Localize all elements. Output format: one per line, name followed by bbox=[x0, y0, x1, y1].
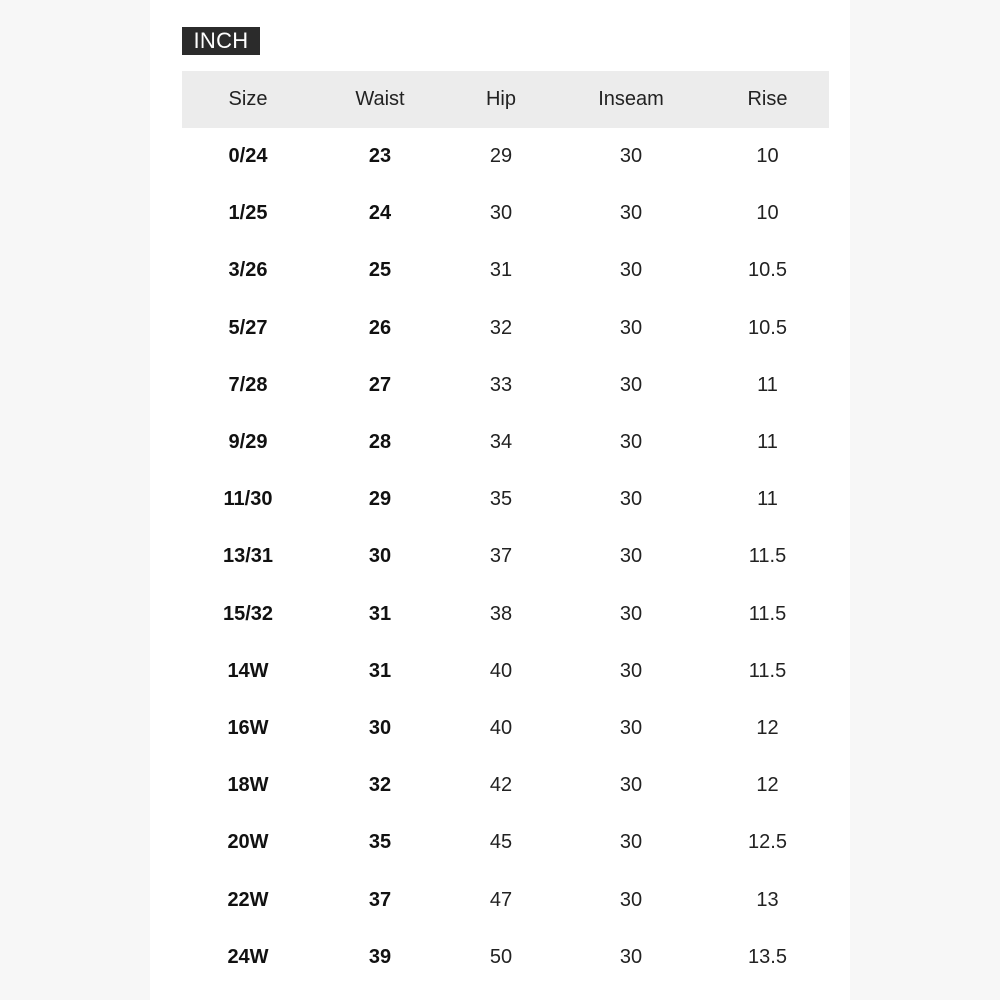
cell-hip: 32 bbox=[489, 316, 513, 339]
table-row bbox=[182, 128, 829, 185]
cell-inseam: 30 bbox=[619, 716, 643, 739]
cell-rise: 11 bbox=[757, 431, 778, 454]
cell-waist: 30 bbox=[368, 545, 392, 568]
cell-inseam: 30 bbox=[619, 831, 643, 854]
cell-rise: 11.5 bbox=[748, 659, 787, 682]
cell-rise: 12 bbox=[756, 774, 779, 797]
cell-rise: 12.5 bbox=[748, 831, 787, 854]
cell-waist: 35 bbox=[368, 831, 392, 854]
cell-inseam: 30 bbox=[619, 259, 643, 282]
cell-rise: 10 bbox=[756, 145, 779, 168]
cell-hip: 42 bbox=[489, 774, 513, 797]
cell-hip: 29 bbox=[489, 145, 513, 168]
cell-size: 9/29 bbox=[228, 431, 268, 454]
cell-waist: 37 bbox=[368, 888, 392, 911]
cell-size: 5/27 bbox=[228, 316, 268, 339]
column-header-size: Size bbox=[228, 88, 268, 110]
cell-waist: 24 bbox=[368, 202, 392, 225]
cell-size: 3/26 bbox=[228, 259, 268, 282]
cell-size: 20W bbox=[227, 831, 269, 854]
column-header-rise: Rise bbox=[747, 88, 788, 110]
cell-hip: 33 bbox=[489, 373, 513, 396]
cell-waist: 29 bbox=[368, 488, 392, 511]
cell-hip: 31 bbox=[489, 259, 513, 282]
cell-waist: 26 bbox=[368, 316, 392, 339]
table-row bbox=[182, 586, 829, 643]
cell-size: 0/24 bbox=[228, 145, 268, 168]
cell-size: 15/32 bbox=[222, 602, 274, 625]
cell-inseam: 30 bbox=[619, 431, 643, 454]
cell-rise: 10.5 bbox=[748, 259, 787, 282]
cell-hip: 37 bbox=[489, 545, 513, 568]
cell-inseam: 30 bbox=[619, 373, 643, 396]
cell-waist: 39 bbox=[368, 945, 392, 968]
cell-hip: 40 bbox=[489, 716, 513, 739]
table-row bbox=[182, 185, 829, 242]
cell-hip: 35 bbox=[489, 488, 513, 511]
cell-waist: 27 bbox=[368, 373, 392, 396]
cell-size: 1/25 bbox=[228, 202, 268, 225]
cell-inseam: 30 bbox=[619, 545, 643, 568]
cell-hip: 50 bbox=[489, 945, 513, 968]
cell-rise: 11.5 bbox=[748, 602, 787, 625]
cell-size: 13/31 bbox=[222, 545, 274, 568]
cell-inseam: 30 bbox=[619, 945, 643, 968]
cell-inseam: 30 bbox=[619, 659, 643, 682]
table-row bbox=[182, 643, 829, 700]
column-header-waist: Waist bbox=[355, 88, 405, 110]
cell-waist: 31 bbox=[368, 659, 392, 682]
cell-inseam: 30 bbox=[619, 602, 643, 625]
table-body bbox=[182, 128, 829, 986]
cell-size: 11/30 bbox=[223, 488, 273, 511]
cell-rise: 11 bbox=[757, 373, 778, 396]
cell-hip: 34 bbox=[489, 431, 513, 454]
cell-rise: 11.5 bbox=[748, 545, 787, 568]
column-header-hip: Hip bbox=[485, 88, 516, 110]
cell-size: 24W bbox=[227, 945, 269, 968]
table-row bbox=[182, 414, 829, 471]
cell-size: 22W bbox=[227, 888, 269, 911]
cell-inseam: 30 bbox=[619, 774, 643, 797]
table-row bbox=[182, 528, 829, 585]
cell-inseam: 30 bbox=[619, 202, 643, 225]
table-row bbox=[182, 929, 829, 986]
column-header-inseam: Inseam bbox=[598, 88, 664, 110]
table-row bbox=[182, 357, 829, 414]
cell-inseam: 30 bbox=[619, 145, 643, 168]
cell-waist: 31 bbox=[368, 602, 392, 625]
cell-hip: 40 bbox=[489, 659, 513, 682]
cell-rise: 13.5 bbox=[748, 945, 787, 968]
cell-inseam: 30 bbox=[619, 888, 643, 911]
cell-waist: 32 bbox=[368, 774, 392, 797]
table-header-row bbox=[182, 71, 829, 128]
cell-hip: 47 bbox=[489, 888, 513, 911]
cell-rise: 13 bbox=[756, 888, 779, 911]
cell-rise: 10.5 bbox=[748, 316, 787, 339]
table-row bbox=[182, 871, 829, 928]
table-row bbox=[182, 471, 829, 528]
table-row bbox=[182, 814, 829, 871]
cell-inseam: 30 bbox=[619, 488, 643, 511]
table-row bbox=[182, 757, 829, 814]
cell-waist: 25 bbox=[368, 259, 392, 282]
cell-waist: 30 bbox=[368, 716, 392, 739]
table-row bbox=[182, 700, 829, 757]
cell-rise: 12 bbox=[756, 716, 779, 739]
cell-rise: 10 bbox=[756, 202, 779, 225]
cell-size: 18W bbox=[227, 774, 269, 797]
table-row bbox=[182, 300, 829, 357]
cell-waist: 23 bbox=[368, 145, 392, 168]
cell-rise: 11 bbox=[757, 488, 778, 511]
size-chart-table bbox=[182, 71, 829, 986]
cell-hip: 45 bbox=[489, 831, 513, 854]
cell-size: 16W bbox=[227, 716, 269, 739]
table-row bbox=[182, 242, 829, 299]
cell-size: 7/28 bbox=[228, 373, 268, 396]
cell-hip: 30 bbox=[489, 202, 513, 225]
cell-inseam: 30 bbox=[619, 316, 643, 339]
cell-hip: 38 bbox=[489, 602, 513, 625]
cell-size: 14W bbox=[227, 659, 269, 682]
cell-waist: 28 bbox=[368, 431, 392, 454]
unit-label: INCH bbox=[182, 27, 260, 55]
